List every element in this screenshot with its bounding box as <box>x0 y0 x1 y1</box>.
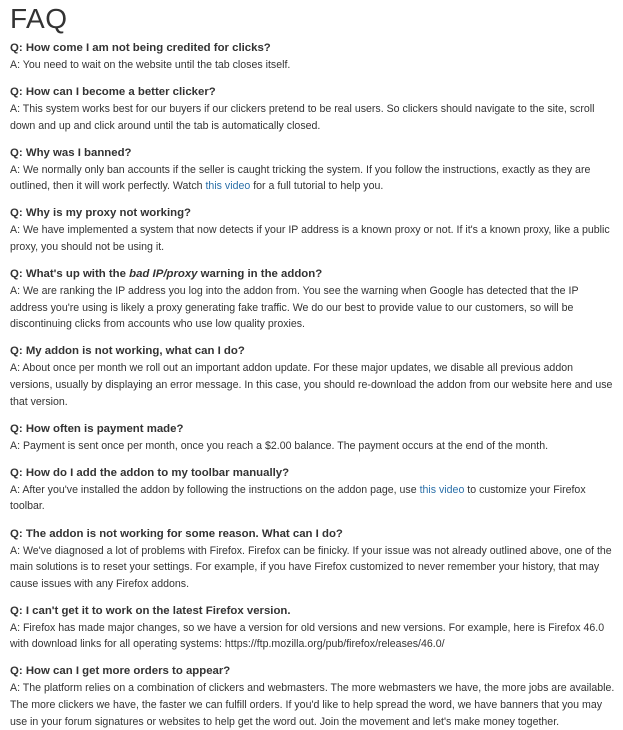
faq-answer <box>10 162 617 195</box>
faq-answer: A: The platform relies on a combination of clickers and webmasters. The more webmasters we have, the more jobs are available. The more clickers we have, the faster we can fulfill orders. If you'd like to help spread the word, we have banners that you may use in your forum signatures or websites to help get the word out. Join the movement and let's make money together. <box>10 682 615 728</box>
faq-answer: A: Payment is sent once per month, once you reach a $2.00 balance. The payment occurs at the end of the month. <box>10 439 549 452</box>
faq-list <box>10 40 617 730</box>
answer-text: A: We normally only ban accounts if the seller is caught tricking the system. If you follow the instructions, exactly as they are outlined, then it will work perfectly. Watch <box>10 163 591 193</box>
faq-item <box>10 266 617 333</box>
faq-question: Q: My addon is not working, what can I do? <box>10 345 245 358</box>
tutorial-video-link[interactable]: this video <box>205 180 251 193</box>
faq-item <box>10 465 617 515</box>
faq-question: Q: How come I am not being credited for clicks? <box>10 42 271 54</box>
faq-answer <box>10 482 617 515</box>
answer-text: for a full tutorial to help you. <box>250 180 384 193</box>
faq-question: Q: Why was I banned? <box>10 146 132 159</box>
faq-item <box>10 84 617 134</box>
faq-item <box>10 603 617 653</box>
question-text: warning in the addon? <box>197 268 323 281</box>
answer-text: A: After you've installed the addon by following the instructions on the addon page, use <box>10 483 420 496</box>
faq-answer: A: You need to wait on the website until the tab closes itself. <box>10 59 291 71</box>
faq-question: Q: The addon is not working for some reason. What can I do? <box>10 527 343 540</box>
faq-question <box>10 266 617 283</box>
faq-item <box>10 421 617 455</box>
faq-answer: A: Firefox has made major changes, so we have a version for old versions and new versions. For example, here is Firefox 46.0 with download links for all operating systems: https://ftp.mozilla.org/pub/firefox/releases/46.0/ <box>10 621 605 651</box>
faq-answer: A: We have implemented a system that now detects if your IP address is a known proxy or not. If it's a known proxy, like a public proxy, you should not be using it. <box>10 224 610 254</box>
faq-item <box>10 40 617 74</box>
faq-question: Q: How do I add the addon to my toolbar manually? <box>10 466 290 479</box>
answer-text: to customize your Firefox toolbar. <box>10 483 586 513</box>
faq-answer: A: We are ranking the IP address you log into the addon from. You see the warning when Google has detected that the IP address you're using is likely a proxy generating fake traffic. We do our best to provide value to our customers, so will be discontinuing clicks from accounts who use low quality proxies. <box>10 285 579 331</box>
faq-answer: A: We've diagnosed a lot of problems with Firefox. Firefox can be finicky. If your issue was not already outlined above, one of the main solutions is to reset your settings. For example, if you have Firefox customized to never remember your history, that may cause issues with any Firefox addons. <box>10 544 612 590</box>
page-title: FAQ <box>10 3 68 34</box>
faq-question: Q: I can't get it to work on the latest Firefox version. <box>10 604 291 617</box>
faq-item <box>10 343 617 410</box>
faq-answer: A: About once per month we roll out an important addon update. For these major updates, we disable all previous addon versions, usually by displaying an error message. In this case, you should re-download the addon from our website here and use that version. <box>10 362 613 408</box>
faq-question: Q: How can I become a better clicker? <box>10 86 216 99</box>
faq-question: Q: How often is payment made? <box>10 422 184 435</box>
faq-item <box>10 526 617 593</box>
faq-item <box>10 205 617 255</box>
faq-question: Q: How can I get more orders to appear? <box>10 665 231 678</box>
question-text: Q: What's up with the <box>10 268 130 281</box>
faq-question: Q: Why is my proxy not working? <box>10 207 191 220</box>
toolbar-video-link[interactable]: this video <box>419 483 465 496</box>
faq-answer: A: This system works best for our buyers if our clickers pretend to be real users. So clickers should navigate to the site, scroll down and up and click around until the tab is automatically closed. <box>10 103 595 132</box>
question-emphasis: bad IP/proxy <box>129 268 198 281</box>
faq-item <box>10 145 617 195</box>
